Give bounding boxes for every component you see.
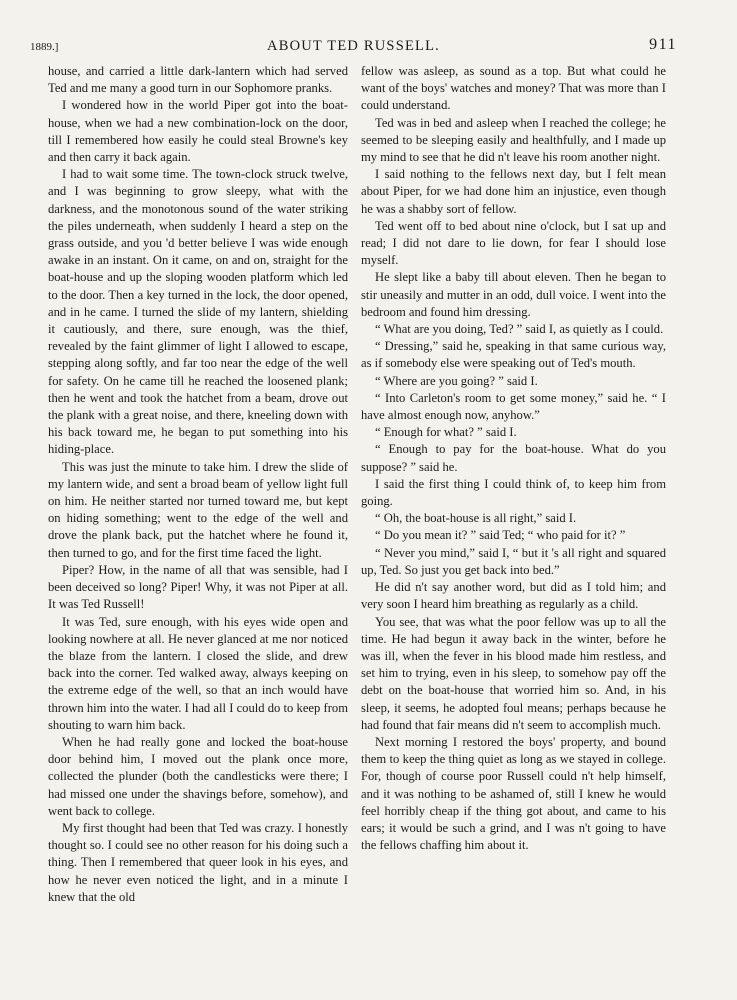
paragraph: house, and carried a little dark-lantern which had served Ted and me many a good turn in our Sophomore pranks. — [48, 64, 348, 96]
paragraph: He did n't say another word, but did as I told him; and very soon I heard him breathing as regularly as a child. — [361, 580, 666, 612]
paragraph: When he had really gone and locked the boat-house door behind him, I moved out the plank once more, collected the plunder (both the candlesticks were there; I had missed one under the shavings before, somehow), and went back to college. — [48, 734, 348, 818]
paragraph: This was just the minute to take him. I drew the slide of my lantern wide, and sent a broad beam of yellow light full on him. He neither started nor turned toward me, but kept on hiding something; went to the edge of the well and drove the plank back, put the hatchet where he found it, then turned to go, and for the first time faced the light. — [48, 459, 348, 560]
left-column — [48, 63, 348, 906]
paragraph: Piper? How, in the name of all that was sensible, had I been deceived so long? Piper! Why, it was not Piper at all. It was Ted Russell! — [48, 562, 348, 612]
paragraph: Ted went off to bed about nine o'clock, but I sat up and read; I did not dare to lie down, for fear I should lose myself. — [361, 218, 666, 268]
paragraph: “ Into Carleton's room to get some money,” said he. “ I have almost enough now, anyhow.” — [361, 390, 666, 423]
paragraph: “ Enough for what? ” said I. — [375, 425, 517, 440]
paragraph: My first thought had been that Ted was crazy. I honestly thought so. I could see no other reason for his doing such a thing. Then I remembered that queer look in his eyes, and how he never even noticed the light, and in a minute I knew that the old — [48, 820, 348, 904]
paragraph: Ted was in bed and asleep when I reached the college; he seemed to be sleeping easily and healthfully, and I made up my mind to see that he did n't leave his room another night. — [361, 115, 666, 165]
paragraph: Next morning I restored the boys' property, and bound them to keep the thing quiet as long as we stayed in college. For, though of course poor Russell could n't help himself, and it was nothing to be ashamed of, still I knew he would feel horribly cheap if the thing got about, and came to his ears; it would be such a grind, and I was n't going to have the fellows chaffing him about it. — [361, 734, 666, 853]
paragraph: It was Ted, sure enough, with his eyes wide open and looking nowhere at all. He never glanced at me nor noticed the blaze from the lantern. I closed the slide, and drew back into the corner. Ted walked away, always keeping on the extreme edge of the well, so that an inch would have thrown him into the water. I had all I could do to keep from shouting to warn him back. — [48, 614, 348, 732]
paragraph: fellow was asleep, as sound as a top. But what could he want of the boys' watches and money? That was more than I could understand. — [361, 64, 666, 113]
running-header — [30, 36, 677, 58]
header-title: ABOUT TED RUSSELL. — [267, 38, 440, 54]
paragraph: “ Do you mean it? ” said Ted; “ who paid for it? ” — [375, 528, 626, 543]
paragraph: “ Dressing,” said he, speaking in that same curious way, as if somebody else were speaking out of Ted's mouth. — [361, 339, 666, 371]
page-number: 911 — [649, 36, 677, 53]
paragraph: “ Never you mind,” said I, “ but it 's all right and squared up, Ted. So just you get back into bed.” — [361, 545, 666, 577]
header-year: 1889.] — [30, 41, 59, 53]
paragraph: I said the first thing I could think of, to keep him from going. — [361, 476, 666, 509]
paragraph: You see, that was what the poor fellow was up to all the time. He had begun it away back in the winter, before he was ill, when the fever in his blood made him restless, and set him to trying, even in his sleep, to somehow pay off the debt on the boat-house that worried him so. And, in his sleep, it seems, he adopted foul means; perhaps because he had found that fair means did n't seem to accomplish much. — [361, 614, 666, 732]
paragraph: “ What are you doing, Ted? ” said I, as quietly as I could. — [375, 322, 664, 337]
paragraph: “ Oh, the boat-house is all right,” said I. — [375, 511, 577, 526]
paragraph: I wondered how in the world Piper got into the boat-house, when we had a new combination-lock on the door, till I remembered how easily he could steal Browne's key and then carry it back again. — [48, 98, 348, 165]
paragraph: I had to wait some time. The town-clock struck twelve, and I was beginning to grow sleepy, what with the darkness, and the monotonous sound of the water striking the piles underneath, when suddenly I heard a step on the grass outside, and you 'd better believe I was wide enough awake in an instant. On it came, on and on, straight for the boat-house and up the sloping wooden platform which led to the door. Then a key turned in the lock, the door opened, and in he came. I turned the slide of my lantern, shielding it cautiously, and there, sure enough, was the thief, revealed by the faint glimmer of light I allowed to escape, stepping along softly, and far too near the edge of the well for safety. On he came till he reached the loosened plank; then he went and took the hatchet from a beam, drove out the plank with a great noise, and there, kneeling down with his back toward me, he began to put something into his hiding-place. — [48, 167, 348, 457]
right-column — [361, 63, 666, 854]
paragraph: He slept like a baby till about eleven. Then he began to stir uneasily and mutter in an odd, dull voice. I went into the bedroom and found him dressing. — [361, 270, 666, 319]
paragraph: I said nothing to the fellows next day, but I felt mean about Piper, for we had done him an injustice, even though he was a shabby sort of fellow. — [361, 167, 666, 216]
paragraph: “ Where are you going? ” said I. — [375, 373, 538, 388]
paragraph: “ Enough to pay for the boat-house. What do you suppose? ” said he. — [361, 442, 666, 474]
